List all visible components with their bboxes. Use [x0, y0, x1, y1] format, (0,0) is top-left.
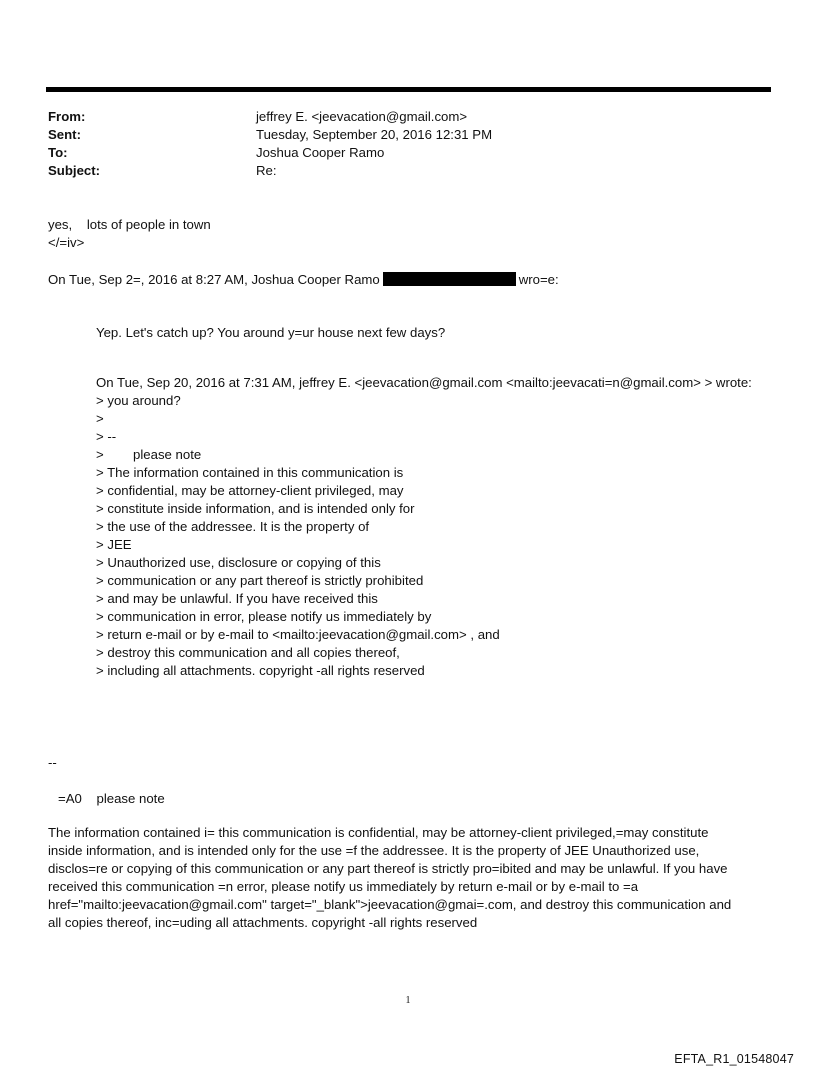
from-value: jeffrey E. <jeevacation@gmail.com>: [256, 109, 468, 124]
disclaimer-line: href="mailto:jeevacation@gmail.com" target="_blank">jeevacation@gmai=.com, and destroy this communication and: [48, 897, 732, 913]
reply-line-2: </=iv>: [48, 235, 85, 250]
signature-dashes: --: [48, 755, 57, 770]
quoted-line: > The information contained in this communication is: [96, 465, 404, 480]
quoted-line: >: [96, 411, 104, 426]
quoted-line: > JEE: [96, 537, 132, 552]
disclaimer-line: The information contained i= this communication is confidential, may be attorney-client privileged,=may constitute: [48, 825, 709, 840]
quoted-line: > confidential, may be attorney-client privileged, may: [96, 483, 404, 498]
quoted-line: > communication or any part thereof is strictly prohibited: [96, 573, 424, 588]
quoted-line: On Tue, Sep 20, 2016 at 7:31 AM, jeffrey E. <jeevacation@gmail.com <mailto:jeevacati=n@gmail.com> > wrote:: [96, 375, 752, 390]
quoted-line: > destroy this communication and all copies thereof,: [96, 645, 400, 660]
quoted-line: > please note: [96, 447, 202, 462]
disclaimer-line: disclos=re or copying of this communication or any part thereof is strictly pro=ibited and may be unlawful. If you have: [48, 861, 728, 877]
attribution-line: [48, 271, 559, 289]
signature-note: =A0 please note: [58, 791, 165, 806]
to-label: To:: [48, 145, 68, 160]
quoted-line: > and may be unlawful. If you have received this: [96, 591, 378, 606]
quoted-line: > return e-mail or by e-mail to <mailto:jeevacation@gmail.com> , and: [96, 627, 500, 642]
quoted-message: [96, 374, 752, 680]
sent-label: Sent:: [48, 127, 81, 142]
quoted-line: > you around?: [96, 393, 181, 408]
attribution-after: wro=e:: [518, 272, 559, 287]
quoted-line: > the use of the addressee. It is the property of: [96, 519, 370, 534]
disclaimer-paragraph: [48, 824, 768, 933]
redaction-box: [383, 272, 516, 286]
reply-line-1: yes, lots of people in town: [48, 217, 211, 232]
sent-value: Tuesday, September 20, 2016 12:31 PM: [256, 127, 493, 142]
disclaimer-line: inside information, and is intended only for the use =f the addressee. It is the property of JEE Unauthorized use,: [48, 843, 700, 859]
header-divider: [46, 87, 771, 92]
from-label: From:: [48, 109, 86, 124]
quoted-line: > --: [96, 429, 117, 444]
bates-number: EFTA_R1_01548047: [674, 1052, 794, 1066]
quoted-line: > Unauthorized use, disclosure or copying of this: [96, 555, 381, 570]
to-value: Joshua Cooper Ramo: [256, 145, 385, 160]
quoted-line: > communication in error, please notify us immediately by: [96, 609, 432, 624]
quoted-line: > including all attachments. copyright -all rights reserved: [96, 663, 425, 678]
attribution-before: On Tue, Sep 2=, 2016 at 8:27 AM, Joshua Cooper Ramo: [48, 272, 380, 287]
disclaimer-line: received this communication =n error, please notify us immediately by return e-mail or by e-mail to =a: [48, 879, 639, 895]
disclaimer-line: all copies thereof, inc=uding all attachments. copyright -all rights reserved: [48, 915, 478, 931]
subject-value: Re:: [256, 163, 277, 178]
quoted-reply: Yep. Let's catch up? You around y=ur house next few days?: [96, 325, 446, 340]
subject-label: Subject:: [48, 163, 101, 178]
quoted-line: > constitute inside information, and is intended only for: [96, 501, 415, 516]
page-number: 1: [405, 995, 411, 1006]
